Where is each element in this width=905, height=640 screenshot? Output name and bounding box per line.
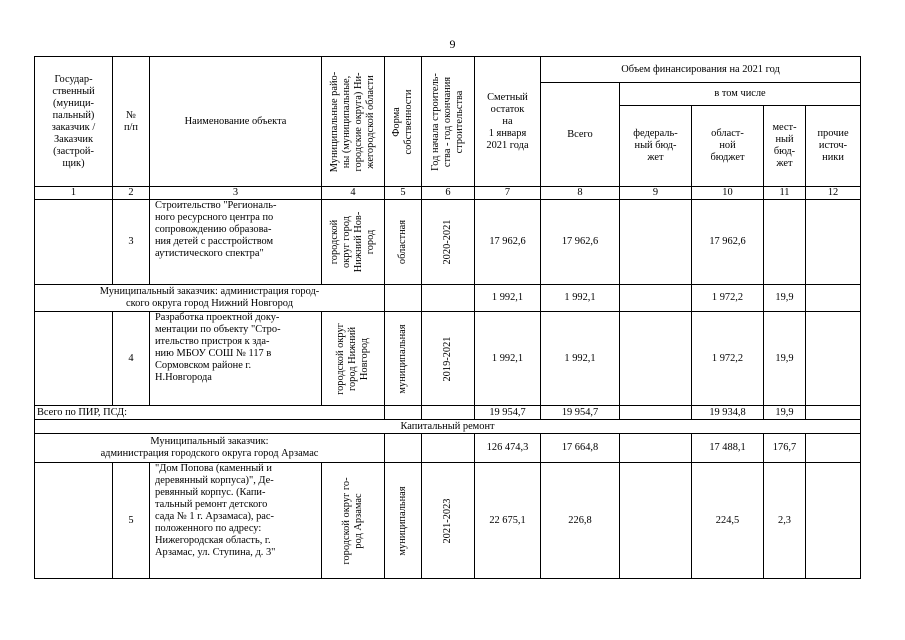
cell-federal (620, 285, 692, 312)
column-numbers-row (35, 187, 861, 200)
cell-other (806, 312, 861, 406)
cell-years (422, 434, 475, 463)
cell-local: 19,9 (764, 406, 806, 420)
table-row-subtotal (35, 285, 861, 312)
table-row (35, 200, 861, 285)
cell-customer (35, 463, 113, 579)
cell-local: 19,9 (764, 312, 806, 406)
cell-total: 226,8 (541, 463, 620, 579)
cell-regional: 224,5 (692, 463, 764, 579)
cell-other (806, 200, 861, 285)
muni-customer-label: Муниципальный заказчик: администрация город- ского округа город Нижний Новгород (35, 285, 385, 312)
cell-total: 1 992,1 (541, 285, 620, 312)
cell-years (422, 285, 475, 312)
header-regional: област- ной бюджет (692, 106, 764, 187)
cell-ownership (385, 285, 422, 312)
cell-balance: 126 474,3 (475, 434, 541, 463)
cell-balance: 19 954,7 (475, 406, 541, 420)
cell-regional: 1 972,2 (692, 312, 764, 406)
cell-municipality: городской округ го- род Арзамас (322, 463, 385, 579)
cell-years (422, 406, 475, 420)
cell-ownership: муниципальная (385, 463, 422, 579)
cell-balance: 1 992,1 (475, 285, 541, 312)
table-row (35, 312, 861, 406)
cell-ownership: муниципальная (385, 312, 422, 406)
cell-local: 176,7 (764, 434, 806, 463)
cell-municipality: городской округ город Нижний Нов- город (322, 200, 385, 285)
cell-other (806, 285, 861, 312)
header-estimated-balance: Сметный остаток на 1 января 2021 года (475, 57, 541, 187)
table-row (35, 463, 861, 579)
cell-balance: 1 992,1 (475, 312, 541, 406)
cell-federal (620, 463, 692, 579)
cell-federal (620, 406, 692, 420)
cell-object-name: Строительство "Региональ- ного ресурсного центра по сопровождению образова- ния детей с расстройством аутистического спектра" (150, 200, 322, 285)
cell-local (764, 200, 806, 285)
cell-federal (620, 312, 692, 406)
column-number: 5 (385, 187, 422, 200)
header-financing-title: Объем финансирования на 2021 год (541, 57, 861, 83)
header-local: мест- ный бюд- жет (764, 106, 806, 187)
column-number: 10 (692, 187, 764, 200)
header-num: № п/п (113, 57, 150, 187)
cell-local: 2,3 (764, 463, 806, 579)
column-number: 11 (764, 187, 806, 200)
cell-local: 19,9 (764, 285, 806, 312)
table-row-subtotal (35, 434, 861, 463)
column-number: 8 (541, 187, 620, 200)
header-total: Всего (541, 83, 620, 187)
cell-balance: 17 962,6 (475, 200, 541, 285)
column-number: 6 (422, 187, 475, 200)
cell-total: 19 954,7 (541, 406, 620, 420)
header-municipality: Муниципальные райо- ны (муниципальные, городские округа) Ни- жегородской области (322, 57, 385, 187)
header-ownership: Форма собственности (385, 57, 422, 187)
header-customer: Государ- ственный (муници- пальный) заказчик / Заказчик (застрой- щик) (35, 57, 113, 187)
column-number: 4 (322, 187, 385, 200)
cell-federal (620, 434, 692, 463)
cell-object-name: Разработка проектной доку- ментации по объекту "Стро- ительство пристроя к зда- нию МБОУ СОШ № 117 в Сормовском районе г. Н.Новгорода (150, 312, 322, 406)
cell-customer (35, 312, 113, 406)
cell-regional: 17 962,6 (692, 200, 764, 285)
column-number: 1 (35, 187, 113, 200)
cell-num: 3 (113, 200, 150, 285)
cell-years: 2021-2023 (422, 463, 475, 579)
section-heading: Капитальный ремонт (35, 420, 861, 434)
cell-regional: 1 972,2 (692, 285, 764, 312)
cell-other (806, 406, 861, 420)
cell-ownership (385, 406, 422, 420)
cell-balance: 22 675,1 (475, 463, 541, 579)
cell-other (806, 463, 861, 579)
cell-years: 2019-2021 (422, 312, 475, 406)
cell-object-name: "Дом Попова (каменный и деревянный корпуса)", Де- ревянный корпус. (Капи- тальный ремонт детского сада № 1 г. Арзамаса), рас- положенного по адресу: Нижегородская область, г. Арзамас, ул. Ступина, д. 3" (150, 463, 322, 579)
cell-total: 17 664,8 (541, 434, 620, 463)
column-number: 7 (475, 187, 541, 200)
page-number: 9 (449, 37, 456, 51)
section-row (35, 420, 861, 434)
cell-ownership: областная (385, 200, 422, 285)
column-number: 12 (806, 187, 861, 200)
cell-customer (35, 200, 113, 285)
cell-federal (620, 200, 692, 285)
header-including: в том числе (620, 83, 861, 106)
cell-total: 1 992,1 (541, 312, 620, 406)
cell-years: 2020-2021 (422, 200, 475, 285)
header-federal: федераль- ный бюд- жет (620, 106, 692, 187)
financing-table (34, 56, 861, 579)
column-number: 2 (113, 187, 150, 200)
total-pir-label: Всего по ПИР, ПСД: (35, 406, 385, 420)
cell-other (806, 434, 861, 463)
table-row-total (35, 406, 861, 420)
cell-regional: 17 488,1 (692, 434, 764, 463)
cell-num: 5 (113, 463, 150, 579)
muni-customer-label: Муниципальный заказчик: администрация городского округа город Арзамас (35, 434, 385, 463)
column-number: 9 (620, 187, 692, 200)
cell-total: 17 962,6 (541, 200, 620, 285)
cell-regional: 19 934,8 (692, 406, 764, 420)
header-object-name: Наименование объекта (150, 57, 322, 187)
cell-municipality: городской округ город Нижний Новгород (322, 312, 385, 406)
column-number: 3 (150, 187, 322, 200)
cell-ownership (385, 434, 422, 463)
cell-num: 4 (113, 312, 150, 406)
header-years: Год начала строитель- ства - год окончания строительства (422, 57, 475, 187)
header-other: прочие источ- ники (806, 106, 861, 187)
